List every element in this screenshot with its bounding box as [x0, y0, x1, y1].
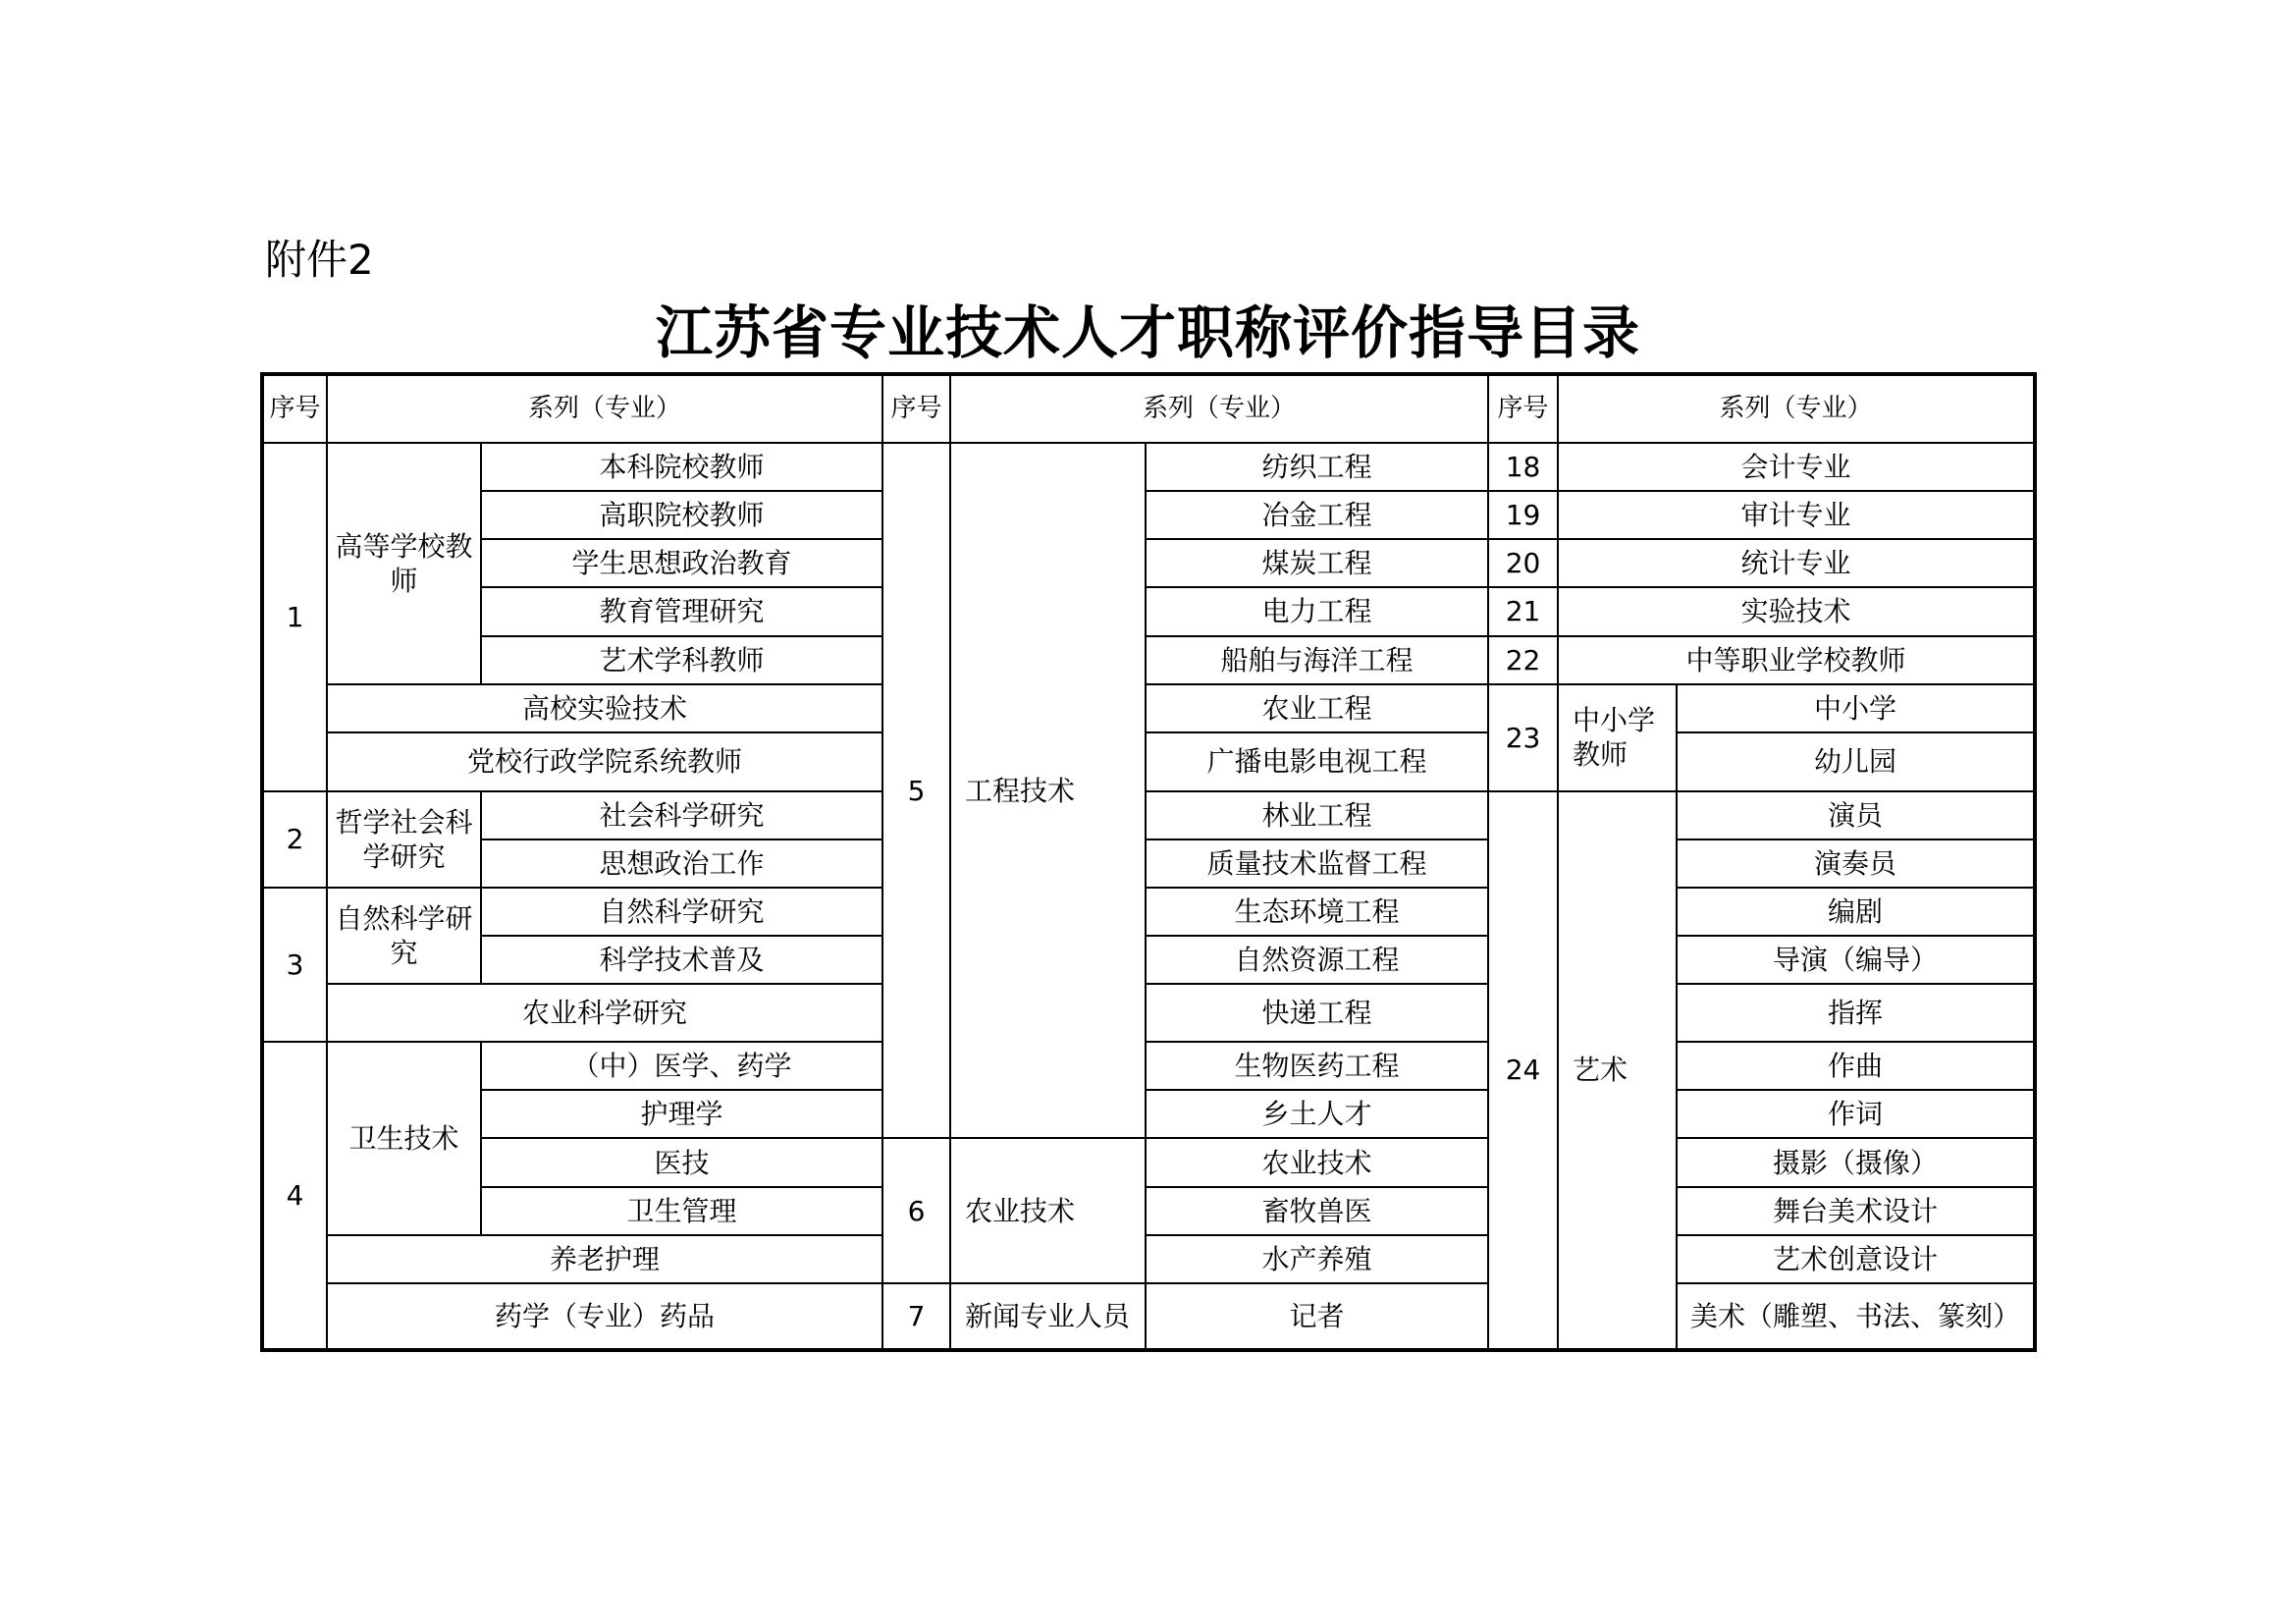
series-group: 新闻专业人员 [950, 1283, 1146, 1350]
specialty-item: 会计专业 [1558, 443, 2035, 491]
page-title: 江苏省专业技术人才职称评价指导目录 [655, 299, 1640, 366]
table-row [262, 936, 2035, 984]
specialty-item: 记者 [1146, 1283, 1488, 1350]
specialty-item: 中小学 [1677, 684, 2035, 732]
specialty-item: 生态环境工程 [1146, 888, 1488, 936]
specialty-item: 质量技术监督工程 [1146, 839, 1488, 888]
table-row [262, 1042, 2035, 1090]
specialty-item: 农业工程 [1146, 684, 1488, 732]
specialty-item: 幼儿园 [1677, 732, 2035, 791]
specialty-item: 农业科学研究 [327, 984, 882, 1042]
series-group: 高等学校教师 [327, 443, 481, 683]
table-row [262, 684, 2035, 732]
specialty-item: 自然资源工程 [1146, 936, 1488, 984]
series-group: 中小学教师 [1558, 684, 1677, 791]
table-row [262, 443, 2035, 491]
series-header: 系列（专业） [327, 374, 882, 443]
table-row [262, 1235, 2035, 1283]
specialty-item: 高职院校教师 [481, 491, 882, 539]
header-row [262, 374, 2035, 443]
seq-number: 22 [1488, 636, 1558, 684]
specialty-item: 乡土人才 [1146, 1090, 1488, 1138]
seq-number: 4 [262, 1042, 327, 1350]
specialty-item: 思想政治工作 [481, 839, 882, 888]
specialty-item: 作曲 [1677, 1042, 2035, 1090]
specialty-item: （中）医学、药学 [481, 1042, 882, 1090]
specialty-item: 高校实验技术 [327, 684, 882, 732]
series-group: 农业技术 [950, 1138, 1146, 1282]
seq-header: 序号 [882, 374, 950, 443]
seq-header: 序号 [262, 374, 327, 443]
specialty-item: 煤炭工程 [1146, 539, 1488, 587]
table-row [262, 1138, 2035, 1186]
specialty-item: 农业技术 [1146, 1138, 1488, 1186]
specialty-item: 美术（雕塑、书法、篆刻） [1677, 1283, 2035, 1350]
specialty-item: 护理学 [481, 1090, 882, 1138]
specialty-item: 审计专业 [1558, 491, 2035, 539]
seq-number: 18 [1488, 443, 1558, 491]
specialty-item: 医技 [481, 1138, 882, 1186]
seq-number: 20 [1488, 539, 1558, 587]
table-row [262, 791, 2035, 839]
specialty-item: 编剧 [1677, 888, 2035, 936]
specialty-item: 船舶与海洋工程 [1146, 636, 1488, 684]
series-group: 自然科学研究 [327, 888, 481, 984]
specialty-item: 冶金工程 [1146, 491, 1488, 539]
specialty-item: 卫生管理 [481, 1187, 882, 1235]
series-group: 艺术 [1558, 791, 1677, 1350]
specialty-item: 导演（编导） [1677, 936, 2035, 984]
specialty-item: 指挥 [1677, 984, 2035, 1042]
table-row [262, 587, 2035, 635]
seq-number: 24 [1488, 791, 1558, 1350]
table-row [262, 539, 2035, 587]
table-row [262, 1090, 2035, 1138]
specialty-item: 药学（专业）药品 [327, 1283, 882, 1350]
series-header: 系列（专业） [1558, 374, 2035, 443]
seq-number: 5 [882, 443, 950, 1138]
table-row [262, 636, 2035, 684]
specialty-item: 纺织工程 [1146, 443, 1488, 491]
specialty-item: 自然科学研究 [481, 888, 882, 936]
specialty-item: 科学技术普及 [481, 936, 882, 984]
series-group: 哲学社会科学研究 [327, 791, 481, 888]
table-row [262, 732, 2035, 791]
specialty-item: 演员 [1677, 791, 2035, 839]
seq-number: 1 [262, 443, 327, 791]
specialty-item: 水产养殖 [1146, 1235, 1488, 1283]
seq-number: 3 [262, 888, 327, 1042]
table-row [262, 984, 2035, 1042]
specialty-item: 党校行政学院系统教师 [327, 732, 882, 791]
specialty-item: 作词 [1677, 1090, 2035, 1138]
specialty-item: 本科院校教师 [481, 443, 882, 491]
specialty-item: 实验技术 [1558, 587, 2035, 635]
specialty-item: 学生思想政治教育 [481, 539, 882, 587]
attachment-label: 附件2 [265, 236, 374, 284]
table-row [262, 1187, 2035, 1235]
specialty-item: 快递工程 [1146, 984, 1488, 1042]
seq-number: 2 [262, 791, 327, 888]
specialty-item: 广播电影电视工程 [1146, 732, 1488, 791]
seq-number: 7 [882, 1283, 950, 1350]
series-group: 卫生技术 [327, 1042, 481, 1234]
table-row [262, 491, 2035, 539]
specialty-item: 教育管理研究 [481, 587, 882, 635]
table-row [262, 888, 2035, 936]
specialty-item: 畜牧兽医 [1146, 1187, 1488, 1235]
seq-header: 序号 [1488, 374, 1558, 443]
catalog-table [260, 372, 2037, 1352]
seq-number: 19 [1488, 491, 1558, 539]
specialty-item: 林业工程 [1146, 791, 1488, 839]
specialty-item: 演奏员 [1677, 839, 2035, 888]
seq-number: 23 [1488, 684, 1558, 791]
specialty-item: 舞台美术设计 [1677, 1187, 2035, 1235]
table-row [262, 1283, 2035, 1350]
specialty-item: 生物医药工程 [1146, 1042, 1488, 1090]
specialty-item: 中等职业学校教师 [1558, 636, 2035, 684]
specialty-item: 电力工程 [1146, 587, 1488, 635]
specialty-item: 社会科学研究 [481, 791, 882, 839]
table-row [262, 839, 2035, 888]
specialty-item: 统计专业 [1558, 539, 2035, 587]
series-header: 系列（专业） [950, 374, 1488, 443]
specialty-item: 摄影（摄像） [1677, 1138, 2035, 1186]
seq-number: 21 [1488, 587, 1558, 635]
specialty-item: 艺术学科教师 [481, 636, 882, 684]
series-group: 工程技术 [950, 443, 1146, 1138]
seq-number: 6 [882, 1138, 950, 1282]
specialty-item: 养老护理 [327, 1235, 882, 1283]
specialty-item: 艺术创意设计 [1677, 1235, 2035, 1283]
